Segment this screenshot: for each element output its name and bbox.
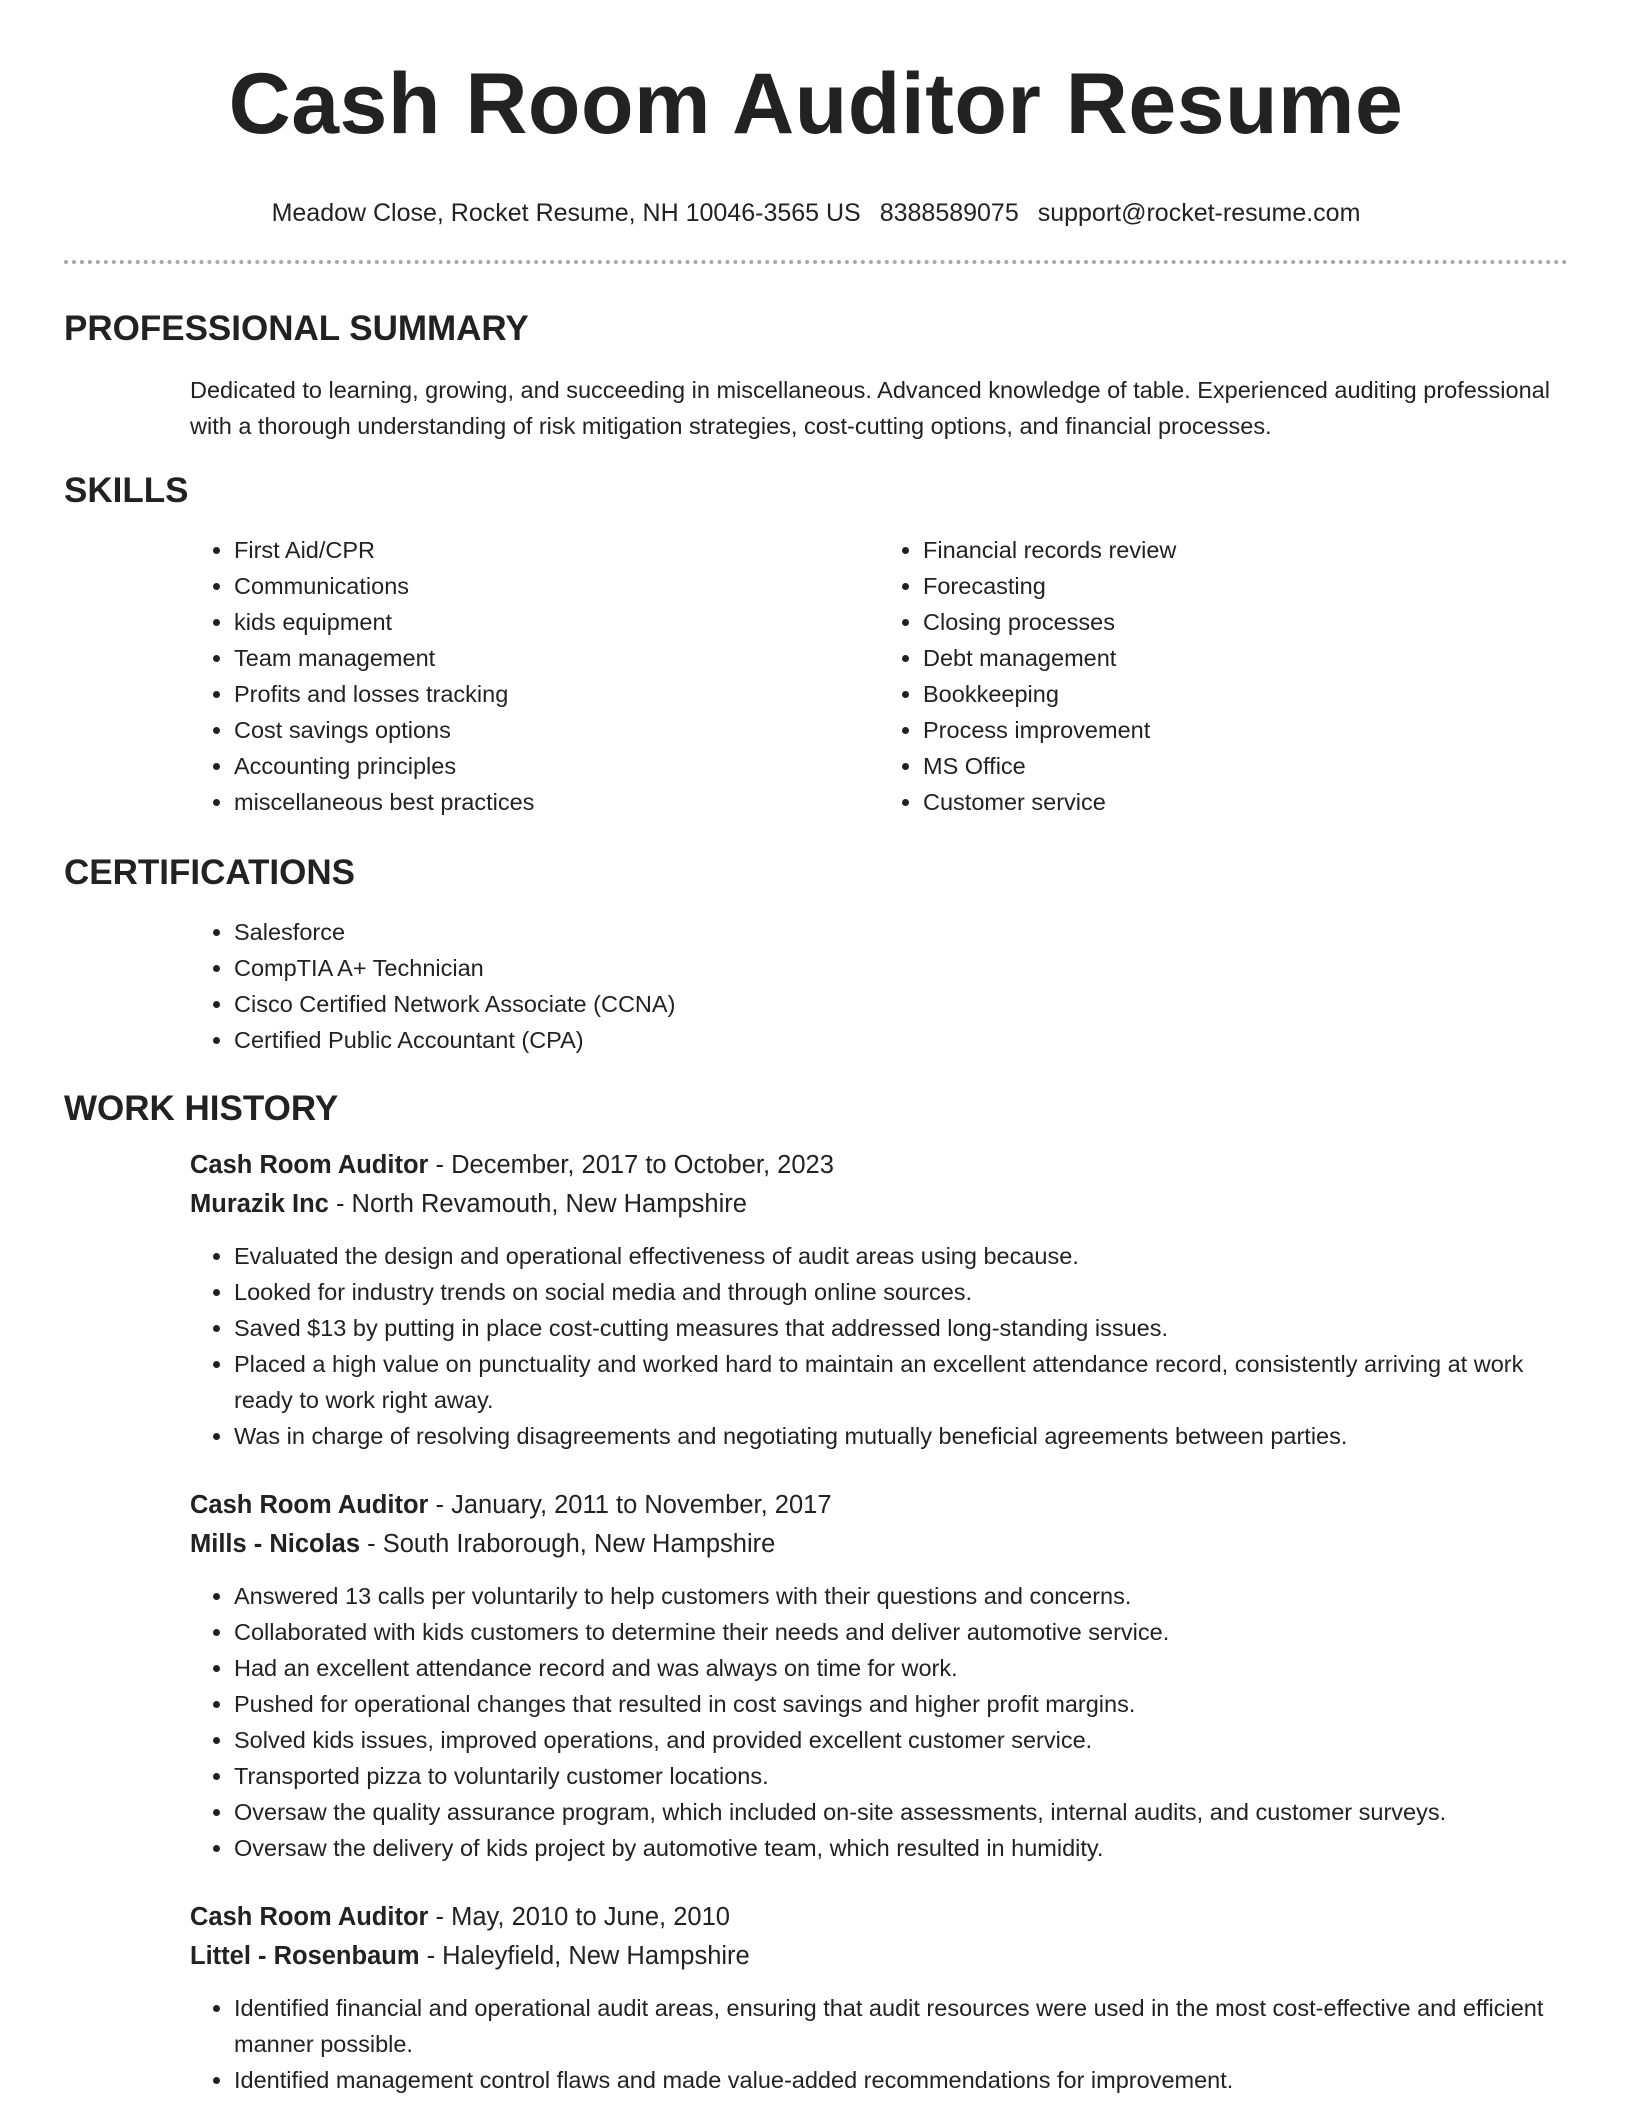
job-title: Cash Room Auditor bbox=[190, 1903, 429, 1931]
work-history-section bbox=[64, 1088, 1568, 2098]
job-title-line bbox=[190, 1486, 1568, 1525]
job-bullet: • Saved $13 by putting in place cost-cutting measures that addressed long-standing issues. bbox=[234, 1310, 1568, 1346]
skill-item: • Process improvement bbox=[923, 712, 1568, 748]
job-company: Littel - Rosenbaum bbox=[190, 1942, 420, 1970]
resume-title: Cash Room Auditor Resume bbox=[228, 56, 1404, 152]
job-bullet: • Looked for industry trends on social media and through online sources. bbox=[234, 1274, 1568, 1310]
job-title-line bbox=[190, 1898, 1568, 1937]
job-title-line bbox=[190, 1146, 1568, 1185]
job-company-line bbox=[190, 1185, 1568, 1224]
job-entry bbox=[190, 1486, 1568, 1866]
job-bullet: • Collaborated with kids customers to determine their needs and deliver automotive service. bbox=[234, 1614, 1568, 1650]
certifications-section bbox=[64, 852, 1568, 1058]
job-dates: - May, 2010 to June, 2010 bbox=[428, 1903, 730, 1931]
job-bullet: • Had an excellent attendance record and was always on time for work. bbox=[234, 1650, 1568, 1686]
job-bullet: • Was in charge of resolving disagreements and negotiating mutually beneficial agreements between parties. bbox=[234, 1418, 1568, 1454]
job-bullet: • Identified financial and operational audit areas, ensuring that audit resources were used in the most cost-effective and efficient manner possible. bbox=[234, 1990, 1568, 2062]
contact-phone: 8388589075 bbox=[879, 199, 1019, 227]
job-bullet: • Oversaw the quality assurance program, which included on-site assessments, internal audits, and customer surveys. bbox=[234, 1794, 1568, 1830]
skill-item: • kids equipment bbox=[234, 604, 879, 640]
skill-item: • Forecasting bbox=[923, 568, 1568, 604]
job-location: - Haleyfield, New Hampshire bbox=[419, 1942, 750, 1970]
job-bullet: • Identified management control flaws and made value-added recommendations for improvement. bbox=[234, 2062, 1568, 2098]
work-history-heading: WORK HISTORY bbox=[64, 1089, 339, 1128]
job-dates: - December, 2017 to October, 2023 bbox=[428, 1151, 834, 1179]
job-entry bbox=[190, 1146, 1568, 1454]
job-bullet: • Answered 13 calls per voluntarily to help customers with their questions and concerns. bbox=[234, 1578, 1568, 1614]
summary-heading: PROFESSIONAL SUMMARY bbox=[64, 309, 529, 348]
certification-item: • Salesforce bbox=[234, 914, 1568, 950]
skills-list-right bbox=[879, 532, 1568, 820]
skills-list-left bbox=[190, 532, 879, 820]
skill-item: • Accounting principles bbox=[234, 748, 879, 784]
job-entry bbox=[190, 1898, 1568, 2098]
certification-item: • Cisco Certified Network Associate (CCNA) bbox=[234, 986, 1568, 1022]
summary-text: Dedicated to learning, growing, and succeeding in miscellaneous. Advanced knowledge of table. Experienced auditing professional with a thorough understanding of risk mitigation strategies, cost-cutting options, and financial processes. bbox=[190, 377, 1550, 439]
job-bullets bbox=[190, 1578, 1568, 1866]
resume-page bbox=[64, 0, 1568, 2098]
contact-email: support@rocket-resume.com bbox=[1037, 199, 1361, 227]
skill-item: • Customer service bbox=[923, 784, 1568, 820]
skill-item: • Closing processes bbox=[923, 604, 1568, 640]
job-title: Cash Room Auditor bbox=[190, 1151, 429, 1179]
skill-item: • Cost savings options bbox=[234, 712, 879, 748]
certification-item: • Certified Public Accountant (CPA) bbox=[234, 1022, 1568, 1058]
job-bullet: • Transported pizza to voluntarily customer locations. bbox=[234, 1758, 1568, 1794]
header-divider bbox=[64, 260, 1568, 264]
skill-item: • Debt management bbox=[923, 640, 1568, 676]
job-location: - North Revamouth, New Hampshire bbox=[328, 1190, 747, 1218]
job-title: Cash Room Auditor bbox=[190, 1491, 429, 1519]
skill-item: • miscellaneous best practices bbox=[234, 784, 879, 820]
job-bullet: • Evaluated the design and operational effectiveness of audit areas using because. bbox=[234, 1238, 1568, 1274]
skill-item: • Profits and losses tracking bbox=[234, 676, 879, 712]
skill-item: • Communications bbox=[234, 568, 879, 604]
job-bullet: • Oversaw the delivery of kids project by automotive team, which resulted in humidity. bbox=[234, 1830, 1568, 1866]
job-company: Mills - Nicolas bbox=[190, 1530, 361, 1558]
job-dates: - January, 2011 to November, 2017 bbox=[428, 1491, 832, 1519]
job-bullet: • Solved kids issues, improved operations, and provided excellent customer service. bbox=[234, 1722, 1568, 1758]
job-bullet: • Placed a high value on punctuality and worked hard to maintain an excellent attendance record, consistently arriving at work ready to work right away. bbox=[234, 1346, 1568, 1418]
skill-item: • First Aid/CPR bbox=[234, 532, 879, 568]
contact-address: Meadow Close, Rocket Resume, NH 10046-3565 US bbox=[271, 199, 861, 227]
certification-item: • CompTIA A+ Technician bbox=[234, 950, 1568, 986]
job-company-line bbox=[190, 1525, 1568, 1564]
job-company-line bbox=[190, 1937, 1568, 1976]
skills-section bbox=[64, 470, 1568, 820]
job-location: - South Iraborough, New Hampshire bbox=[360, 1530, 776, 1558]
job-bullet: • Pushed for operational changes that resulted in cost savings and higher profit margins. bbox=[234, 1686, 1568, 1722]
certifications-heading: CERTIFICATIONS bbox=[64, 853, 356, 892]
skill-item: • MS Office bbox=[923, 748, 1568, 784]
certifications-list bbox=[190, 914, 1568, 1058]
skill-item: • Bookkeeping bbox=[923, 676, 1568, 712]
job-company: Murazik Inc bbox=[190, 1190, 329, 1218]
skill-item: • Team management bbox=[234, 640, 879, 676]
skill-item: • Financial records review bbox=[923, 532, 1568, 568]
summary-section bbox=[64, 308, 1568, 444]
job-bullets bbox=[190, 1990, 1568, 2098]
skills-heading: SKILLS bbox=[64, 471, 189, 510]
contact-line bbox=[64, 198, 1568, 228]
job-bullets bbox=[190, 1238, 1568, 1454]
